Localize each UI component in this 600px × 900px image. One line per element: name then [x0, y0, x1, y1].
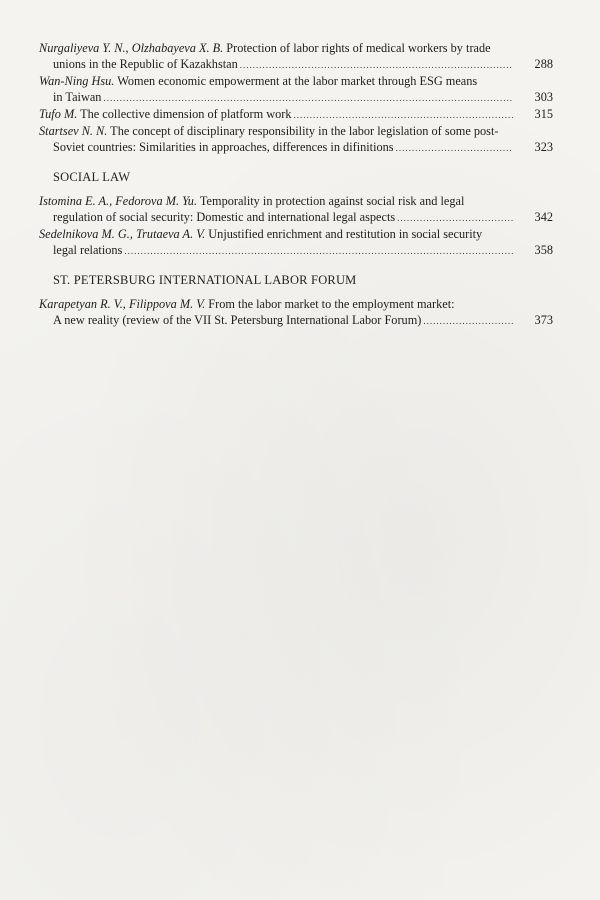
dot-leader	[423, 313, 513, 329]
entry-author: Istomina E. A., Fedorova M. Yu.	[39, 194, 198, 208]
entry-title-continued: regulation of social security: Domestic and international legal aspects	[53, 210, 396, 224]
page-number: 315	[534, 107, 553, 121]
toc-entry[interactable]	[39, 193, 553, 226]
entry-title: The concept of disciplinary responsibility in the labor legislation of some post-	[107, 124, 499, 138]
dot-leader	[240, 57, 513, 73]
entry-title-continued: legal relations	[53, 243, 123, 257]
dot-leader	[103, 90, 513, 106]
dot-leader	[294, 107, 514, 123]
entry-title-continued: in Taiwan	[53, 90, 102, 104]
page-number: 373	[534, 313, 553, 327]
dot-leader	[397, 210, 513, 226]
entry-author: Startsev N. N.	[39, 124, 108, 138]
page-number: 303	[534, 90, 553, 104]
toc-entry[interactable]	[39, 73, 553, 106]
toc-entry[interactable]	[39, 40, 553, 73]
entry-author: Wan-Ning Hsu.	[39, 74, 115, 88]
entry-author: Sedelnikova M. G., Trutaeva A. V.	[39, 227, 206, 241]
entry-title: The collective dimension of platform work	[77, 107, 292, 121]
entry-author: Tufo M.	[39, 107, 78, 121]
entry-author: Karapetyan R. V., Filippova M. V.	[39, 297, 206, 311]
page-number: 323	[534, 140, 553, 154]
section-heading: SOCIAL LAW	[53, 170, 131, 184]
table-of-contents	[39, 40, 553, 329]
entry-title: Unjustified enrichment and restitution in social security	[205, 227, 483, 241]
toc-entry[interactable]	[39, 226, 553, 259]
page-number: 342	[534, 210, 553, 224]
entry-title-continued: Soviet countries: Similarities in approaches, differences in difinitions	[53, 140, 394, 154]
section-heading: ST. PETERSBURG INTERNATIONAL LABOR FORUM	[53, 273, 357, 287]
page-number: 358	[534, 243, 553, 257]
toc-entry[interactable]	[39, 123, 553, 156]
dot-leader	[124, 243, 513, 259]
entry-author: Nurgaliyeva Y. N., Olzhabayeva X. B.	[39, 41, 224, 55]
toc-entry[interactable]	[39, 106, 553, 123]
entry-title-continued: A new reality (review of the VII St. Petersburg International Labor Forum)	[53, 313, 422, 327]
entry-title: Protection of labor rights of medical workers by trade	[223, 41, 491, 55]
dot-leader	[396, 140, 513, 156]
entry-title: From the labor market to the employment market:	[205, 297, 455, 311]
entry-title-continued: unions in the Republic of Kazakhstan	[53, 57, 238, 71]
entry-title: Women economic empowerment at the labor market through ESG means	[114, 74, 478, 88]
entry-title: Temporality in protection against social risk and legal	[197, 194, 465, 208]
page-number: 288	[534, 57, 553, 71]
toc-entry[interactable]	[39, 296, 553, 329]
